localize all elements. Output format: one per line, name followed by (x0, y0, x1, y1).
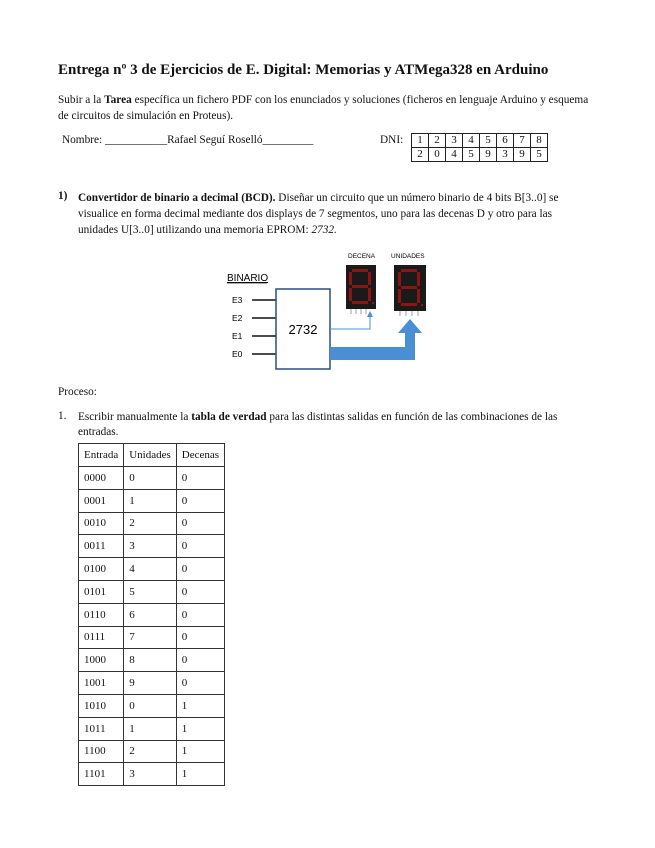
cell-unidades: 0 (124, 694, 177, 717)
step-text (78, 410, 590, 440)
truth-table-row (79, 535, 225, 558)
process-label: Proceso: (58, 386, 97, 398)
truth-table-row (79, 580, 225, 603)
dni-digit: 9 (514, 148, 531, 162)
decena-bus-line (330, 315, 370, 329)
dni-position: 8 (531, 134, 548, 148)
cell-unidades: 5 (124, 580, 177, 603)
truth-table-row (79, 512, 225, 535)
circuit-diagram (220, 245, 440, 377)
dni-digit: 5 (531, 148, 548, 162)
dni-label: DNI: (380, 134, 404, 146)
intro-text-after: específica un fichero PDF con los enunciados y soluciones (ficheros en lenguaje Arduino y esquema de circuitos de simulación en Proteus). (58, 94, 589, 122)
unidades-display (394, 265, 426, 316)
cell-entrada: 0001 (79, 489, 124, 512)
dni-positions-row (412, 134, 548, 148)
cell-unidades: 7 (124, 626, 177, 649)
cell-decenas: 0 (176, 558, 224, 581)
truth-table-row (79, 694, 225, 717)
dni-digit: 0 (429, 148, 446, 162)
cell-decenas: 1 (176, 717, 224, 740)
cell-entrada: 1000 (79, 649, 124, 672)
cell-decenas: 0 (176, 626, 224, 649)
cell-decenas: 1 (176, 740, 224, 763)
dni-position: 4 (463, 134, 480, 148)
decena-arrow-head (367, 311, 373, 317)
dni-digit: 5 (463, 148, 480, 162)
truth-table-header-row (79, 444, 225, 467)
cell-decenas: 1 (176, 694, 224, 717)
question-number: 1) (58, 190, 68, 202)
cell-entrada: 0111 (79, 626, 124, 649)
question-body: Diseñar un circuito que un número binario de 4 bits B[3..0] se visualice en forma decimal mediante dos displays de 7 segmentos, uno para las decenas D y otro para las unidades U[3..0] utilizando una memoria EPROM: (78, 192, 559, 236)
question-text (78, 190, 590, 238)
intro-bold-tarea: Tarea (104, 94, 132, 106)
student-name-line: Nombre: ___________Rafael Seguí Roselló_________ (62, 134, 314, 146)
truth-table-row (79, 740, 225, 763)
cell-entrada: 1100 (79, 740, 124, 763)
decena-label: DECENA (348, 253, 376, 260)
cell-entrada: 1101 (79, 763, 124, 786)
cell-unidades: 3 (124, 763, 177, 786)
truth-table-row (79, 558, 225, 581)
cell-entrada: 0110 (79, 603, 124, 626)
cell-entrada: 1010 (79, 694, 124, 717)
cell-entrada: 1011 (79, 717, 124, 740)
cell-entrada: 0011 (79, 535, 124, 558)
dni-position: 3 (446, 134, 463, 148)
dni-position: 6 (497, 134, 514, 148)
input-label-e3: E3 (232, 295, 243, 305)
dni-digit: 2 (412, 148, 429, 162)
cell-entrada: 0010 (79, 512, 124, 535)
cell-entrada: 0100 (79, 558, 124, 581)
input-label-e0: E0 (232, 349, 243, 359)
truth-table (78, 443, 225, 786)
truth-table-row (79, 763, 225, 786)
intro-text-before: Subir a la (58, 94, 105, 106)
header-unidades: Unidades (124, 444, 177, 467)
dni-position: 5 (480, 134, 497, 148)
cell-unidades: 2 (124, 740, 177, 763)
cell-unidades: 1 (124, 489, 177, 512)
cell-decenas: 1 (176, 763, 224, 786)
cell-decenas: 0 (176, 603, 224, 626)
cell-decenas: 0 (176, 535, 224, 558)
truth-table-row (79, 626, 225, 649)
document-title: Entrega nº 3 de Ejercicios de E. Digital: Memorias y ATMega328 en Arduino (58, 62, 549, 78)
input-label-e2: E2 (232, 313, 243, 323)
unidades-label: UNIDADES (391, 253, 425, 260)
truth-table-row (79, 489, 225, 512)
step-bold: tabla de verdad (191, 411, 267, 423)
cell-unidades: 6 (124, 603, 177, 626)
dni-table (411, 133, 548, 162)
cell-unidades: 9 (124, 672, 177, 695)
cell-decenas: 0 (176, 580, 224, 603)
truth-table-row (79, 672, 225, 695)
truth-table-row (79, 717, 225, 740)
truth-table-row (79, 467, 225, 490)
dni-digit: 9 (480, 148, 497, 162)
decena-display (346, 265, 376, 314)
dni-position: 2 (429, 134, 446, 148)
cell-unidades: 2 (124, 512, 177, 535)
header-decenas: Decenas (176, 444, 224, 467)
cell-decenas: 0 (176, 512, 224, 535)
eprom-chip-label: 2732 (288, 322, 318, 337)
intro-paragraph (58, 92, 598, 124)
cell-decenas: 0 (176, 467, 224, 490)
step-number: 1. (58, 410, 67, 422)
cell-entrada: 0101 (79, 580, 124, 603)
cell-unidades: 0 (124, 467, 177, 490)
cell-unidades: 4 (124, 558, 177, 581)
truth-table-row (79, 649, 225, 672)
header-entrada: Entrada (79, 444, 124, 467)
step-text-before: Escribir manualmente la (78, 411, 192, 423)
cell-entrada: 0000 (79, 467, 124, 490)
cell-unidades: 1 (124, 717, 177, 740)
cell-decenas: 0 (176, 489, 224, 512)
cell-decenas: 0 (176, 649, 224, 672)
cell-entrada: 1001 (79, 672, 124, 695)
dni-position: 1 (412, 134, 429, 148)
cell-unidades: 8 (124, 649, 177, 672)
input-label-e1: E1 (232, 331, 243, 341)
truth-table-row (79, 603, 225, 626)
dni-digit: 4 (446, 148, 463, 162)
question-bold-title: Convertidor de binario a decimal (BCD). (78, 192, 276, 204)
dni-digits-row (412, 148, 548, 162)
cell-unidades: 3 (124, 535, 177, 558)
dni-digit: 3 (497, 148, 514, 162)
cell-decenas: 0 (176, 672, 224, 695)
dni-position: 7 (514, 134, 531, 148)
question-italic-chip: 2732. (311, 224, 337, 236)
unidades-bus-arrow (330, 319, 422, 360)
step-text-after: para las distintas salidas en función de las combinaciones de las entradas. (78, 411, 558, 438)
binario-label: BINARIO (227, 273, 269, 284)
